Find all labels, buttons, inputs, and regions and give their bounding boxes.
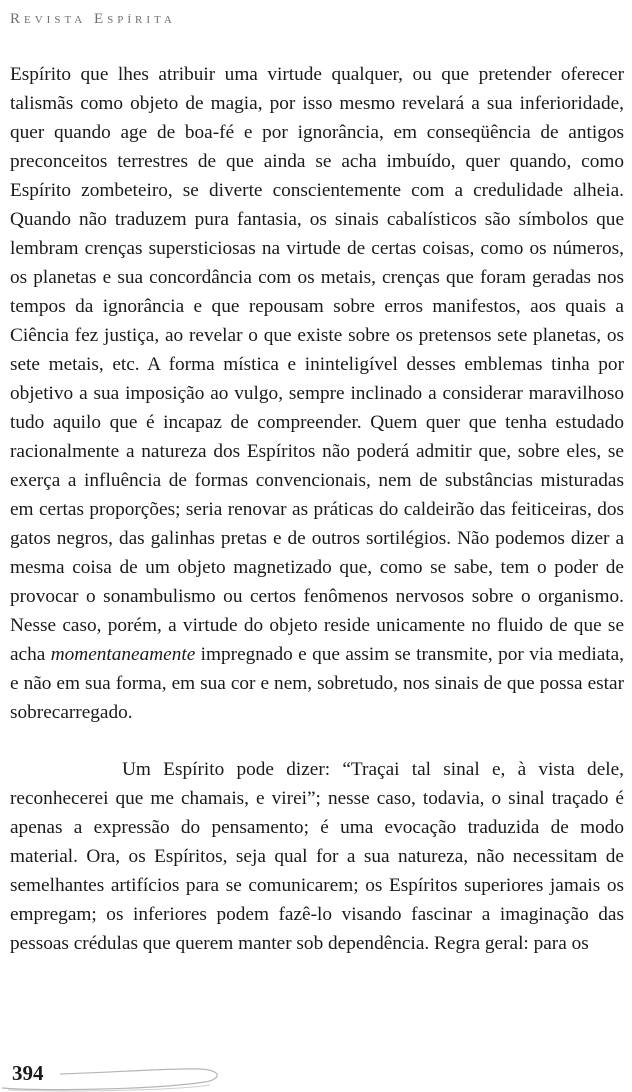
paragraph-1 [10,60,624,727]
body-text [10,60,624,958]
paragraph-1-text-after: impregnado e que assim se transmite, por via mediata, e não em sua forma, em sua cor e nem, sobretudo, nos sinais de que possa estar sobrecarregado. [10,644,624,723]
emphasis-word: momentaneamente [50,644,196,665]
running-header: Revista Espírita [10,11,176,27]
paragraph-1-text-before: Espírito que lhes atribuir uma virtude qualquer, ou que pretender oferecer talismãs como objeto de magia, por isso mesmo revelará a sua inferioridade, quer quando age de boa-fé e por ignorância, em conseqüência de antigos preconceitos terrestres de que ainda se acha imbuído, quer quando, como Espírito zombeteiro, se diverte conscientemente com a credulidade alheia. Quando não traduzem pura fantasia, os sinais cabalísticos são símbolos que lembram crenças supersticiosas na virtude de certas coisas, como os números, os planetas e sua concordância com os metais, crenças que foram geradas nos tempos da ignorância e que repousam sobre erros manifestos, aos quais a Ciência fez justiça, ao revelar o que existe sobre os pretensos sete planetas, os sete metais, etc. A forma mística e ininteligível desses emblemas tinha por objetivo a sua imposição ao vulgo, sempre inclinado a considerar maravilhoso tudo aquilo que é incapaz de compreender. Quem quer que tenha estudado racionalmente a natureza dos Espíritos não poderá admitir que, sobre eles, se exerça a influência de formas convencionais, nem de substâncias misturadas em certas proporções; seria renovar as práticas do caldeirão das feiticeiras, dos gatos negros, das galinhas pretas e de outros sortilégios. Não podemos dizer a mesma coisa de um objeto magnetizado que, como se sabe, tem o poder de provocar o sonambulismo ou certos fenômenos nervosos sobre o organismo. Nesse caso, porém, a virtude do objeto reside unicamente no fluido de que se acha [10,64,624,665]
paragraph-2: Um Espírito pode dizer: “Traçai tal sinal e, à vista dele, reconhecerei que me chamais, e virei”; nesse caso, todavia, o sinal traçado é apenas a expressão do pensamento; é uma evocação traduzida de modo material. Ora, os Espíritos, seja qual for a sua natureza, não necessitam de semelhantes artifícios para se comunicarem; os Espíritos superiores jamais os empregam; os inferiores podem fazê-lo visando fascinar a imaginação das pessoas crédulas que querem manter sob dependência. Regra geral: para os [10,759,624,954]
page-number: 394 [12,1061,44,1085]
